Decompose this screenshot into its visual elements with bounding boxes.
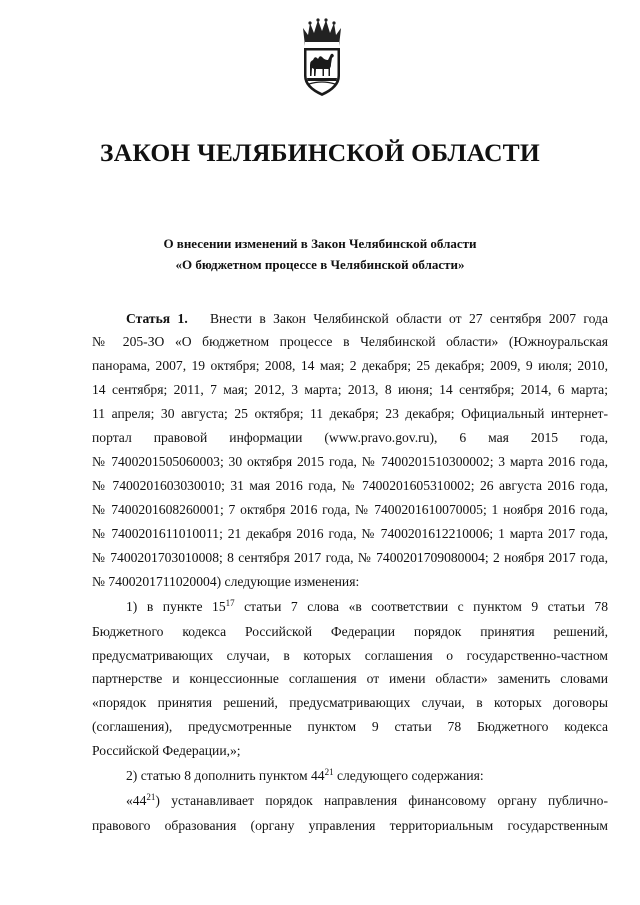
quote-first-line <box>126 793 608 809</box>
quote-text-rest: ) устанавливает порядок направления финансовому органу публично- <box>155 793 608 808</box>
item-2-superscript: 21 <box>324 767 334 777</box>
body-line: № 205-ЗО «О бюджетном процессе в Челябинской области» (Южноуральская <box>92 334 608 349</box>
body-line: портал правовой информации (www.pravo.gov.ru), 6 мая 2015 года, <box>92 430 608 445</box>
body-line: 14 сентября; 2011, 7 мая; 2012, 3 марта; 2013, 8 июня; 14 сентября; 2014, 6 марта; <box>92 382 608 397</box>
body-line: панорама, 2007, 19 октября; 2008, 14 мая; 2 декабря; 25 декабря; 2009, 9 июля; 2010, <box>92 358 608 373</box>
item-2-line <box>126 768 608 784</box>
law-title: ЗАКОН ЧЕЛЯБИНСКОЙ ОБЛАСТИ <box>100 138 540 167</box>
quote-superscript: 21 <box>146 792 156 802</box>
item-1-line: (соглашения), предусмотренные пунктом 9 статьи 78 Бюджетного кодекса <box>92 719 608 734</box>
body-line: № 7400201711020004) следующие изменения: <box>92 574 360 589</box>
body-line: № 7400201703010008; 8 сентября 2017 года, № 7400201709080004; 2 ноября 2017 года, <box>92 550 608 565</box>
body-line: № 7400201603030010; 31 мая 2016 года, № 7400201605310002; 26 августа 2016 года, <box>92 478 608 493</box>
article-text: Внести в Закон Челябинской области от 27 сентября 2007 года <box>209 311 608 326</box>
body-line: № 7400201505060003; 30 октября 2015 года, № 7400201510300002; 3 марта 2016 года, <box>92 454 608 469</box>
item-1-first-line <box>126 599 608 615</box>
body-line: № 7400201611010011; 21 декабря 2016 года, № 7400201612210006; 1 марта 2017 года, <box>92 526 608 541</box>
item-1-superscript: 17 <box>225 598 235 608</box>
article-1-first-line <box>126 311 608 327</box>
quote-line: правового образования (органу управления территориальным государственным <box>92 818 608 833</box>
item-1-line: «порядок принятия решений, предусматривающих случаи, в которых договоры <box>92 695 608 710</box>
law-subtitle-line-2: «О бюджетном процессе в Челябинской области» <box>175 257 465 272</box>
item-2-text: 2) статью 8 дополнить пунктом 44 <box>126 768 325 783</box>
item-1-line: Российской Федерации,»; <box>92 743 241 758</box>
article-label: Статья 1. <box>126 311 188 326</box>
quote-text: «44 <box>126 793 147 808</box>
item-1-line: Бюджетного кодекса Российской Федерации порядок принятия решений, <box>92 624 608 639</box>
item-1-line: предусматривающих случаи, в которых соглашения о государственно-частном <box>92 648 608 663</box>
law-subtitle-line-1: О внесении изменений в Закон Челябинской области <box>163 236 477 251</box>
body-line: 11 апреля; 30 августа; 25 октября; 11 декабря; 23 декабря; Официальный интернет- <box>92 406 608 421</box>
item-1-text: 1) в пункте 15 <box>126 599 226 614</box>
chelyabinsk-coat-of-arms-icon <box>297 18 347 98</box>
item-1-line: партнерстве и концессионные соглашения от имени области» заменить словами <box>92 671 608 686</box>
body-line: № 7400201608260001; 7 октября 2016 года, № 7400201610070005; 1 ноября 2016 года, <box>92 502 608 517</box>
item-1-text-rest: статьи 7 слова «в соответствии с пунктом 9 статьи 78 <box>234 599 609 614</box>
item-2-text-rest: следующего содержания: <box>333 768 484 783</box>
